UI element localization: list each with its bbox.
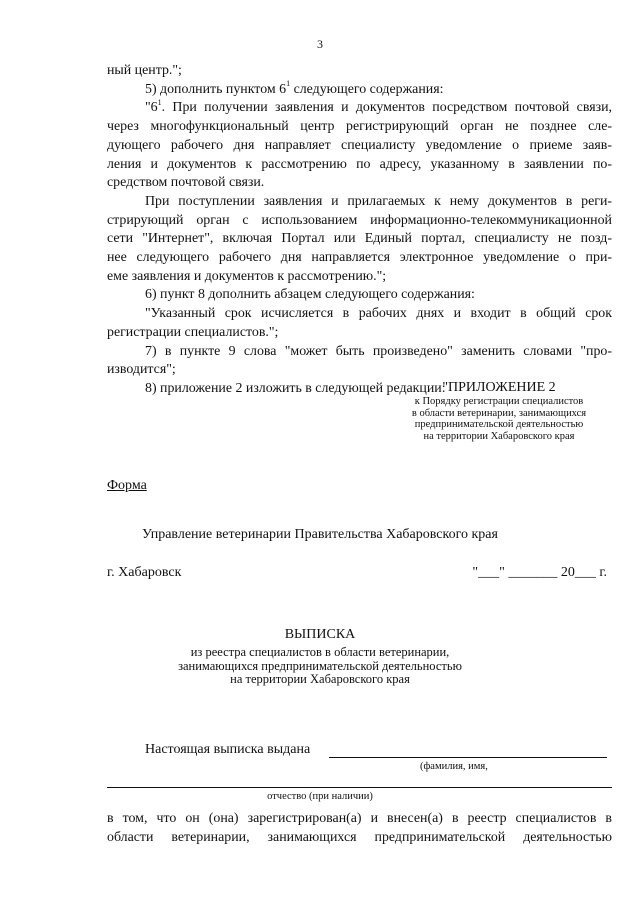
paragraph-line: регистрации специалистов."; xyxy=(107,324,279,340)
paragraph-line: в том, что он (она) зарегистрирован(а) и внесен(а) в реестр специалистов в xyxy=(107,811,612,826)
paragraph-line: При поступлении заявления и прилагаемых к нему документов в реги- xyxy=(145,193,612,209)
name-hint: (фамилия, имя, xyxy=(420,761,488,772)
paragraph-line: еме заявления и документов к рассмотрению."; xyxy=(107,268,387,284)
date-field: "___" _______ 20___ г. xyxy=(472,565,607,580)
patronymic-hint: отчество (при наличии) xyxy=(267,791,373,802)
appendix-line: к Порядку регистрации специалистов xyxy=(414,396,584,407)
registration-text xyxy=(107,810,612,847)
document-title: ВЫПИСКА xyxy=(284,627,356,642)
subtitle-line: на территории Хабаровского края xyxy=(230,672,410,686)
subtitle-line: из реестра специалистов в области ветеринарии, xyxy=(190,645,450,659)
superscript: 1 xyxy=(157,97,162,107)
paragraph-line: через многофункциональный центр регистрирующий орган не позднее сле- xyxy=(107,119,612,135)
patronymic-blank xyxy=(107,787,612,788)
paragraph-line: дующего рабочего дня направляет специалисту уведомление о приеме заяв- xyxy=(107,137,612,153)
paragraph-line: ный центр."; xyxy=(107,63,182,78)
paragraph-line: 6) пункт 8 дополнить абзацем следующего содержания: xyxy=(145,287,475,303)
paragraph-line: ления и документов к рассмотрению по адресу, указанному в заявлении по- xyxy=(107,156,612,172)
paragraph-line: средством почтовой связи. xyxy=(107,175,265,191)
issued-label: Настоящая выписка выдана xyxy=(145,742,311,757)
paragraph-line: сети "Интернет", включая Портал или Единый портал, специалисту не позд- xyxy=(107,231,612,247)
paragraph-line: 5) дополнить пунктом $6^1$ следующего содержания: xyxy=(145,79,444,97)
appendix-line: предпринимательской деятельностью xyxy=(414,419,584,430)
paragraph-line: стрирующий орган с использованием информационно-телекоммуникационной xyxy=(107,212,612,228)
authority-name: Управление ветеринарии Правительства Хабаровского края xyxy=(142,527,498,542)
amendment-text xyxy=(107,62,612,399)
appendix-line: в области ветеринарии, занимающихся xyxy=(411,407,587,419)
city-label: г. Хабаровск xyxy=(107,565,182,580)
paragraph-line: "$6^1$. При получении заявления и документов посредством почтовой связи, xyxy=(145,97,612,116)
paragraph-line: нее следующего рабочего дня направляется электронное уведомление о при- xyxy=(107,250,612,266)
paragraph-line: 8) приложение 2 изложить в следующей редакции: xyxy=(145,380,446,396)
superscript: 1 xyxy=(286,79,291,89)
appendix-header xyxy=(385,380,613,442)
appendix-title: "ПРИЛОЖЕНИЕ 2 xyxy=(442,380,556,395)
appendix-line: на территории Хабаровского края xyxy=(423,430,575,442)
paragraph-line: области ветеринарии, занимающихся предпринимательской деятельностью xyxy=(107,829,612,845)
paragraph-line: изводится"; xyxy=(107,362,176,378)
paragraph-line: 7) в пункте 9 слова "может быть произведено" заменить словами "про- xyxy=(145,343,612,359)
form-label: Форма xyxy=(107,478,147,493)
subtitle-line: занимающихся предпринимательской деятельностью xyxy=(178,658,462,673)
issued-to-blank xyxy=(329,757,607,758)
document-subtitle xyxy=(0,646,640,687)
paragraph-line: "Указанный срок исчисляется в рабочих днях и входит в общий срок xyxy=(145,306,612,322)
page-number: 3 xyxy=(317,37,323,51)
